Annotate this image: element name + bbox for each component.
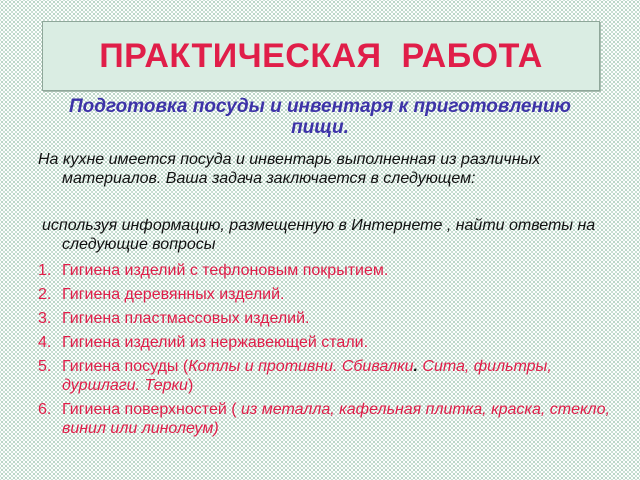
list-item-text: Гигиена изделий из нержавеющей стали. [62,334,369,351]
list-item-number: 6. [38,401,52,418]
list-item-number: 3. [38,310,52,327]
list-item-italic-text: из металла, кафельная плитка, краска, стекло, винил или линолеум) [62,401,610,437]
list-item [38,261,613,280]
list-item-italic-text: Сита, фильтры, дуршлаги. Терки [62,358,552,394]
list-item-text: Гигиена посуды ( [62,358,189,375]
list-item-number: 5. [38,358,52,375]
list-item [38,357,613,395]
question-list [38,261,613,443]
slide-title: ПРАКТИЧЕСКАЯ РАБОТА [99,36,543,75]
slide-subtitle: Подготовка посуды и инвентаря к приготовлению пищи. [69,96,571,138]
list-item-dot: . [413,358,418,375]
list-item-close-paren: ) [187,377,194,394]
list-item [38,333,613,352]
list-item-number: 2. [38,286,52,303]
list-item-text: Гигиена поверхностей ( [62,401,241,418]
list-item-text: Гигиена деревянных изделий. [62,286,285,303]
list-item [38,285,613,304]
list-item-italic-text: Котлы и противни. Сбивалки [188,358,414,375]
list-item [38,309,613,328]
list-item-text: Гигиена пластмассовых изделий. [62,310,310,327]
intro-paragraph: На кухне имеется посуда и инвентарь выполненная из различных материалов. Ваша задача заключается в следующем: [38,151,541,187]
list-item-number: 1. [38,262,52,279]
list-item [38,400,613,438]
task-paragraph: используя информацию, размещенную в Интернете , найти ответы на следующие вопросы [42,217,596,253]
list-item-number: 4. [38,334,52,351]
list-item-text: Гигиена изделий с тефлоновым покрытием. [62,262,389,279]
title-box [42,21,600,91]
